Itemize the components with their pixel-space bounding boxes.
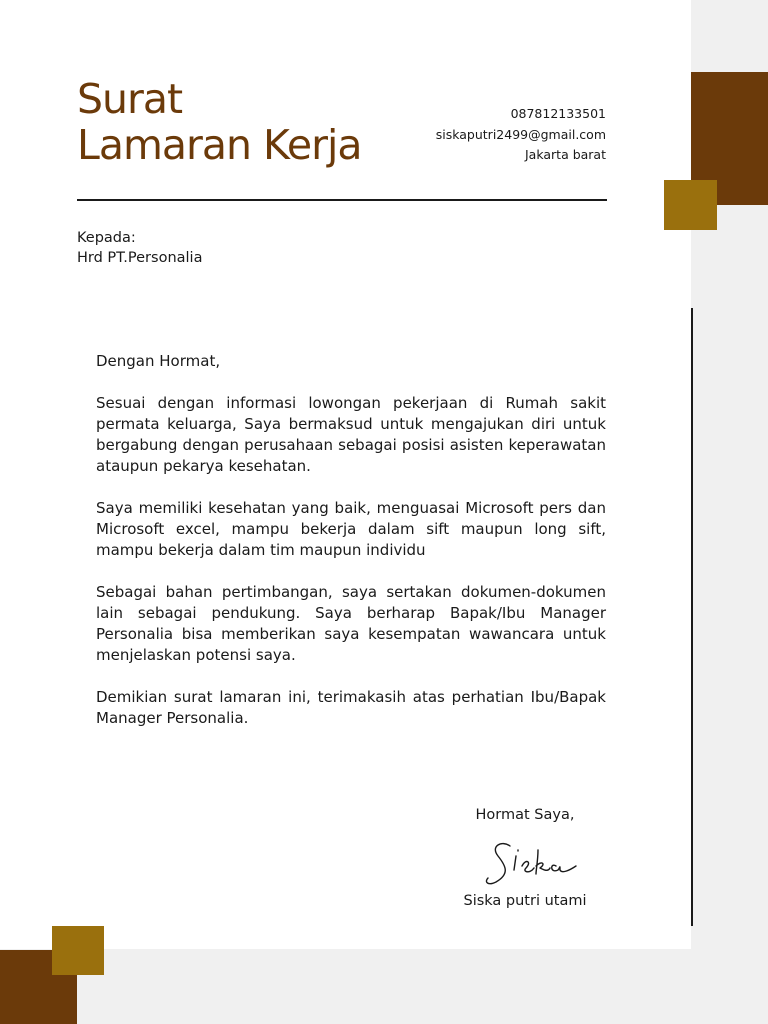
gold-square-bottom bbox=[52, 926, 104, 975]
gold-square-top bbox=[664, 180, 717, 230]
header-divider bbox=[77, 199, 607, 201]
paragraph-2: Saya memiliki kesehatan yang baik, menguasai Microsoft pers dan Microsoft excel, mampu bekerja dalam sift maupun long sift, mampu bekerja dalam tim maupun individu bbox=[96, 499, 606, 559]
phone-number: 087812133501 bbox=[510, 106, 606, 121]
letter-body bbox=[96, 351, 606, 750]
handwritten-signature bbox=[480, 836, 580, 890]
recipient-block bbox=[77, 228, 202, 268]
vertical-divider bbox=[691, 308, 693, 926]
contact-info bbox=[436, 104, 606, 166]
paragraph-3: Sebagai bahan pertimbangan, saya sertakan dokumen-dokumen lain sebagai pendukung. Saya berharap Bapak/Ibu Manager Personalia bisa memberikan saya kesempatan wawancara untuk menjelaskan potensi saya. bbox=[96, 583, 606, 664]
greeting: Dengan Hormat, bbox=[96, 352, 221, 370]
title-line-2: Lamaran Kerja bbox=[77, 121, 362, 169]
closing-salutation: Hormat Saya, bbox=[475, 807, 575, 823]
paragraph-4: Demikian surat lamaran ini, terimakasih atas perhatian Ibu/Bapak Manager Personalia. bbox=[96, 688, 606, 727]
signer-name: Siska putri utami bbox=[463, 893, 587, 909]
recipient-label: Kepada: bbox=[77, 230, 136, 246]
title-line-1: Surat bbox=[77, 75, 183, 123]
paragraph-1: Sesuai dengan informasi lowongan pekerjaan di Rumah sakit permata keluarga, Saya bermaksud untuk mengajukan diri untuk bergabung dengan perusahaan sebagai posisi asisten keperawatan ataupun pekarya kesehatan. bbox=[96, 394, 606, 475]
city: Jakarta barat bbox=[525, 147, 606, 162]
page-title bbox=[77, 76, 361, 168]
bottom-gray-strip bbox=[0, 949, 768, 1024]
recipient-name: Hrd PT.Personalia bbox=[77, 250, 203, 266]
email-address: siskaputri2499@gmail.com bbox=[435, 126, 606, 142]
